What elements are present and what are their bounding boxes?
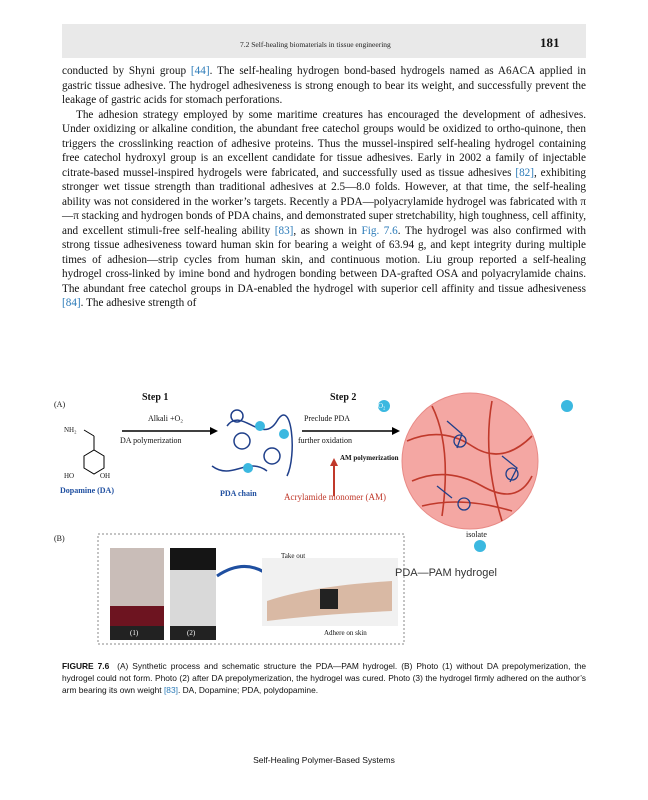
- o2-label: O₂: [378, 402, 386, 410]
- nh2-label: NH₂: [64, 426, 77, 434]
- footer: Self-Healing Polymer-Based Systems: [253, 755, 395, 765]
- pda-chain-label: PDA chain: [220, 489, 257, 498]
- panel-b-label: (B): [54, 534, 65, 543]
- figure-caption: FIGURE 7.6 (A) Synthetic process and schematic structure the PDA—PAM hydrogel. (B) Photo (1) without DA prepolymerization, the hydrogel could not form. Photo (2) after DA prepolymerization, the hydrogel was cured. Photo (3) the hydrogel firmly adhered on the author’s arm bearing its own weight [83]. DA, Dopamine; PDA, polydopamine.: [62, 661, 587, 695]
- hydrogel-sample: [320, 589, 338, 609]
- take-out-label: Take out: [281, 552, 306, 560]
- step2-arrowhead: [392, 427, 400, 435]
- dopamine-ring: [84, 450, 104, 474]
- citation-link[interactable]: [83]: [274, 224, 294, 237]
- panel-a-label: (A): [54, 400, 66, 409]
- page-number: 181: [540, 35, 560, 50]
- dopamine-label: Dopamine (DA): [60, 486, 114, 495]
- oh-label: OH: [100, 472, 111, 480]
- running-head: 7.2 Self-healing biomaterials in tissue engineering: [240, 40, 391, 49]
- am-polymerization-label: AM polymerization: [340, 454, 399, 462]
- isolate-label: isolate: [466, 530, 487, 539]
- da-polymerization-label: DA polymerization: [120, 436, 182, 445]
- hydrogel-sphere: [402, 393, 538, 529]
- citation-link[interactable]: [83]: [163, 685, 178, 695]
- paragraph-1: conducted by Shyni group [44]. The self-healing hydrogen bond-based hydrogels named as A6ACA applied in gastric tissue adhesive. The hydrogel adhesiveness is strong enough to bear its weight, and successfully prevent the leakage of gastric acids for stomach perforations.: [62, 65, 586, 106]
- vial-2-label: (2): [187, 629, 196, 637]
- paragraph-2: The adhesion strategy employed by some maritime creatures has encouraged the development of adhesives. Under oxidizing or alkaline condition, the abundant free catechol groups would be oxidized to ortho-quinone, then triggers the crosslinking reaction of adhesive proteins. Thus the mussel-inspired self-healing hydrogel containing free catechol hydroxyl group is an excellent candidate for tissue adhesives. Early in 2002 a family of injectable citrate-based mussel-inspired hydrogels were fabricated, and successfully used as tissue adhesives [82], exhibiting stronger wet tissue strength than traditional adhesives at 2.5—8.0 folds. However, at that time, the self-healing ability was not considered in the worker’s targets. Recently a PDA—polyacrylamide hydrogel was fabricated with π—π stacking and hydrogen bonds of PDA chains, and demonstrated super stretchability, high toughness, cell affinity, and excellent stimuli-free self-healing ability [83], as shown in Fig. 7.6. The hydrogel was also confirmed with strong tissue adhesiveness toward human skin for bearing a weight of 63.94 g, and kept integrity during multiple times of adhesion—strip cycles from human skin, and continuous motion. Liu group reported a self-healing hydrogel cross-linked by imine bond and hydrogen bonding between DA-grafted OSA and polyacrylamide chains. The abundant free catechol groups in DA-enabled the hydrogel with superior cell affinity and tissue adhesiveness [84]. The adhesive strength of: [62, 108, 586, 309]
- preclude-label: Preclude PDA: [304, 414, 350, 423]
- step1-arrowhead: [210, 427, 218, 435]
- caption-label: FIGURE 7.6: [62, 661, 110, 671]
- step2-label: Step 2: [330, 392, 357, 403]
- o2-bubble: [561, 400, 573, 412]
- citation-link[interactable]: [82]: [515, 166, 534, 179]
- citation-link[interactable]: [44]: [190, 65, 210, 77]
- body-text: [62, 64, 586, 311]
- ho-label: HO: [64, 472, 75, 480]
- o2-bubble: [474, 540, 486, 552]
- vial-1-label: (1): [130, 629, 139, 637]
- further-oxidation-label: further oxidation: [298, 436, 352, 445]
- figure-link[interactable]: Fig. 7.6: [361, 224, 398, 237]
- hydrogel-label: PDA—PAM hydrogel: [395, 567, 497, 579]
- acrylamide-label: Acrylamide monomer (AM): [284, 492, 386, 502]
- figure-graphic: [62, 386, 586, 656]
- citation-link[interactable]: [84]: [62, 297, 81, 309]
- step1-label: Step 1: [142, 392, 169, 403]
- alkali-label: Alkali +O₂: [148, 414, 184, 423]
- am-arrowhead: [330, 458, 338, 466]
- adhere-label: Adhere on skin: [324, 629, 367, 637]
- figure-7-6: [54, 386, 586, 656]
